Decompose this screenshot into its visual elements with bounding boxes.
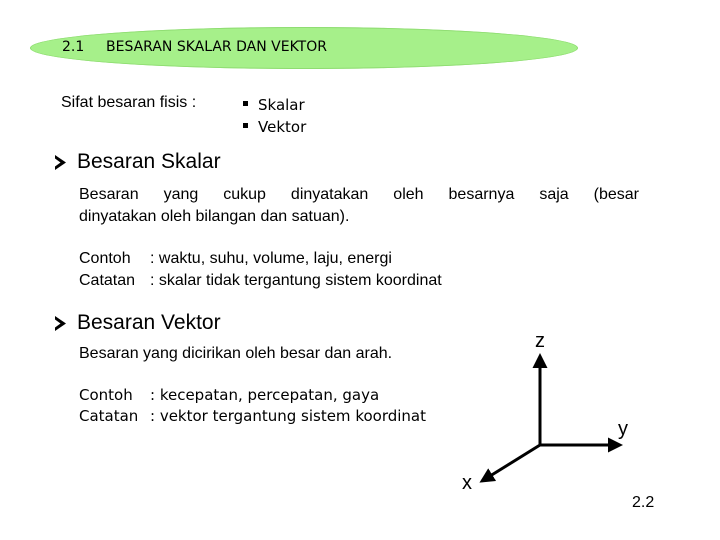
arrow-right-icon: [54, 315, 67, 332]
x-axis-label: x: [462, 472, 472, 494]
arrow-right-icon: [54, 154, 67, 171]
section-number: 2.1: [62, 39, 85, 55]
list-item-label: Skalar: [258, 96, 305, 114]
vector-note-key: Catatan: [79, 407, 139, 425]
square-bullet-icon: [243, 123, 248, 128]
scalar-heading: [54, 150, 221, 174]
scalar-note-value: : skalar tidak tergantung sistem koordinat: [150, 272, 442, 289]
scalar-description-line2: dinyatakan oleh bilangan dan satuan).: [79, 208, 350, 225]
scalar-note-key: Catatan: [79, 272, 136, 289]
x-axis: [482, 445, 540, 481]
vector-heading-text: Besaran Vektor: [77, 311, 221, 334]
scalar-description-line1: Besaran yang cukup dinyatakan oleh besarnya saja (besar: [79, 186, 639, 203]
y-axis-label: y: [618, 418, 628, 440]
list-item: [243, 94, 306, 116]
scalar-heading-text: Besaran Skalar: [77, 150, 221, 173]
vector-heading: [54, 311, 221, 335]
vector-description: Besaran yang dicirikan oleh besar dan arah.: [79, 345, 393, 362]
scalar-example: [79, 248, 392, 270]
scalar-description: [79, 184, 639, 228]
vector-note-value: : vektor tergantung sistem koordinat: [150, 407, 426, 425]
square-bullet-icon: [243, 101, 248, 106]
list-item-label: Vektor: [258, 118, 307, 136]
vector-example-key: Contoh: [79, 386, 133, 404]
page-number: 2.2: [632, 494, 655, 511]
vector-note: [79, 405, 426, 427]
coordinate-axes-diagram: [470, 350, 640, 500]
properties-label: Sifat besaran fisis :: [61, 94, 197, 111]
scalar-example-key: Contoh: [79, 250, 131, 267]
list-item: [243, 116, 306, 138]
properties-list: [243, 94, 306, 138]
scalar-note: [79, 270, 442, 292]
scalar-example-value: : waktu, suhu, volume, laju, energi: [150, 250, 392, 267]
page-title: BESARAN SKALAR DAN VEKTOR: [106, 39, 327, 55]
vector-example-value: : kecepatan, percepatan, gaya: [150, 386, 380, 404]
z-axis-label: z: [535, 330, 545, 352]
vector-example: [79, 384, 379, 406]
